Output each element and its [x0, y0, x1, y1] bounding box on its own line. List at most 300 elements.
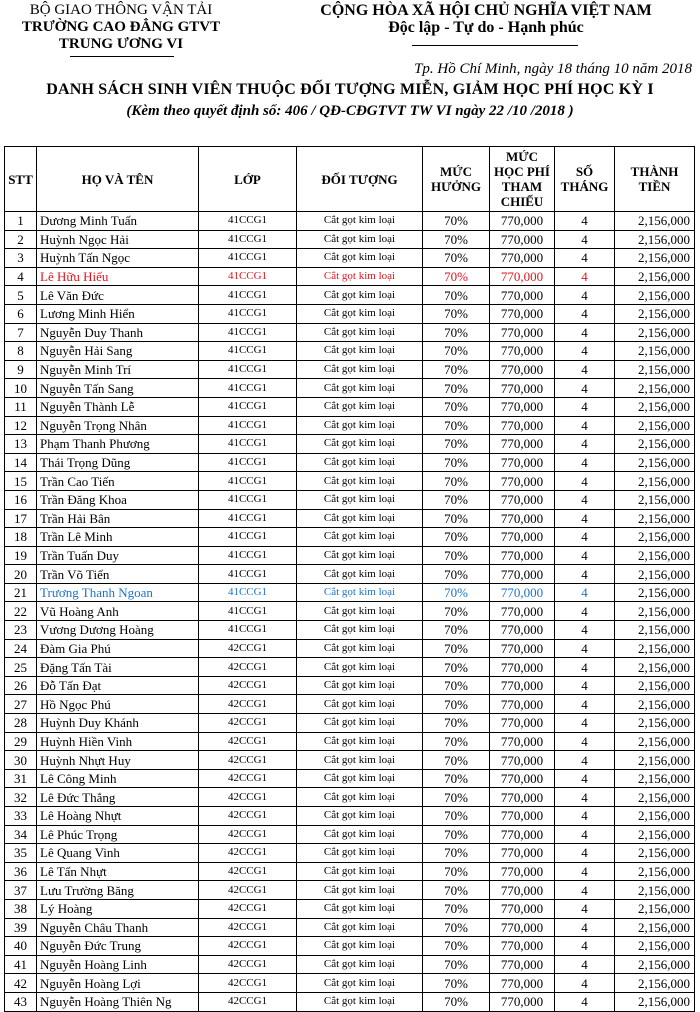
- cell-name: Hồ Ngọc Phú: [37, 695, 199, 714]
- cell-pct: 70%: [423, 509, 490, 528]
- cell-name: Trần Đăng Khoa: [37, 490, 199, 509]
- cell-months: 4: [555, 397, 615, 416]
- cell-stt: 20: [5, 565, 37, 584]
- table-row: [5, 602, 695, 621]
- cell-name: Huỳnh Duy Khánh: [37, 714, 199, 733]
- cell-months: 4: [555, 937, 615, 956]
- cell-object: Cắt gọt kim loại: [297, 472, 423, 491]
- cell-name: Lê Quang Vinh: [37, 844, 199, 863]
- cell-ref: 770,000: [490, 899, 555, 918]
- table-row: [5, 212, 695, 231]
- cell-total: 2,156,000: [615, 267, 695, 286]
- table-row: [5, 974, 695, 993]
- cell-ref: 770,000: [490, 788, 555, 807]
- cell-total: 2,156,000: [615, 472, 695, 491]
- cell-ref: 770,000: [490, 546, 555, 565]
- cell-ref: 770,000: [490, 602, 555, 621]
- cell-object: Cắt gọt kim loại: [297, 379, 423, 398]
- cell-months: 4: [555, 714, 615, 733]
- cell-total: 2,156,000: [615, 992, 695, 1011]
- cell-object: Cắt gọt kim loại: [297, 974, 423, 993]
- cell-class: 41CCG1: [199, 342, 297, 361]
- cell-pct: 70%: [423, 528, 490, 547]
- cell-class: 42CCG1: [199, 955, 297, 974]
- table-row: [5, 323, 695, 342]
- cell-name: Nguyễn Hải Sang: [37, 342, 199, 361]
- cell-class: 41CCG1: [199, 304, 297, 323]
- cell-name: Trần Võ Tiến: [37, 565, 199, 584]
- table-header-row: [5, 147, 695, 212]
- cell-class: 42CCG1: [199, 825, 297, 844]
- cell-object: Cắt gọt kim loại: [297, 844, 423, 863]
- cell-total: 2,156,000: [615, 899, 695, 918]
- cell-pct: 70%: [423, 807, 490, 826]
- cell-pct: 70%: [423, 472, 490, 491]
- table-row: [5, 676, 695, 695]
- table-row: [5, 955, 695, 974]
- cell-ref: 770,000: [490, 472, 555, 491]
- cell-months: 4: [555, 807, 615, 826]
- cell-object: Cắt gọt kim loại: [297, 249, 423, 268]
- cell-name: Đỗ Tấn Đạt: [37, 676, 199, 695]
- table-row: [5, 825, 695, 844]
- cell-stt: 27: [5, 695, 37, 714]
- cell-class: 41CCG1: [199, 286, 297, 305]
- cell-name: Đặng Tấn Tài: [37, 658, 199, 677]
- table-row: [5, 658, 695, 677]
- cell-total: 2,156,000: [615, 565, 695, 584]
- cell-total: 2,156,000: [615, 416, 695, 435]
- cell-ref: 770,000: [490, 416, 555, 435]
- cell-pct: 70%: [423, 955, 490, 974]
- cell-total: 2,156,000: [615, 342, 695, 361]
- table-row: [5, 732, 695, 751]
- cell-name: Trần Hải Bân: [37, 509, 199, 528]
- cell-months: 4: [555, 918, 615, 937]
- cell-stt: 24: [5, 639, 37, 658]
- cell-stt: 35: [5, 844, 37, 863]
- cell-object: Cắt gọt kim loại: [297, 509, 423, 528]
- cell-stt: 5: [5, 286, 37, 305]
- cell-stt: 33: [5, 807, 37, 826]
- cell-name: Nguyễn Tấn Sang: [37, 379, 199, 398]
- national-motto: Độc lập - Tự do - Hạnh phúc: [388, 19, 584, 36]
- cell-stt: 10: [5, 379, 37, 398]
- cell-months: 4: [555, 769, 615, 788]
- cell-name: Lê Văn Đức: [37, 286, 199, 305]
- cell-ref: 770,000: [490, 435, 555, 454]
- cell-total: 2,156,000: [615, 304, 695, 323]
- cell-ref: 770,000: [490, 528, 555, 547]
- cell-months: 4: [555, 788, 615, 807]
- table-row: [5, 565, 695, 584]
- cell-object: Cắt gọt kim loại: [297, 453, 423, 472]
- cell-ref: 770,000: [490, 676, 555, 695]
- cell-ref: 770,000: [490, 323, 555, 342]
- national-header: [278, 2, 694, 36]
- cell-ref: 770,000: [490, 397, 555, 416]
- cell-class: 42CCG1: [199, 918, 297, 937]
- table-row: [5, 528, 695, 547]
- col-header-object: ĐỐI TƯỢNG: [297, 147, 423, 212]
- cell-object: Cắt gọt kim loại: [297, 695, 423, 714]
- cell-ref: 770,000: [490, 490, 555, 509]
- cell-ref: 770,000: [490, 286, 555, 305]
- cell-class: 41CCG1: [199, 360, 297, 379]
- cell-object: Cắt gọt kim loại: [297, 751, 423, 770]
- cell-class: 41CCG1: [199, 583, 297, 602]
- table-row: [5, 472, 695, 491]
- cell-object: Cắt gọt kim loại: [297, 639, 423, 658]
- cell-class: 41CCG1: [199, 602, 297, 621]
- cell-ref: 770,000: [490, 360, 555, 379]
- cell-name: Nguyễn Hoàng Linh: [37, 955, 199, 974]
- cell-name: Thái Trọng Dũng: [37, 453, 199, 472]
- cell-months: 4: [555, 974, 615, 993]
- cell-pct: 70%: [423, 676, 490, 695]
- cell-stt: 17: [5, 509, 37, 528]
- cell-stt: 26: [5, 676, 37, 695]
- cell-object: Cắt gọt kim loại: [297, 546, 423, 565]
- table-row: [5, 453, 695, 472]
- cell-name: Nguyễn Trọng Nhân: [37, 416, 199, 435]
- document-subtitle: (Kèm theo quyết định số: 406 / QĐ-CĐGTVT TW VI ngày 22 /10 /2018 ): [126, 103, 574, 119]
- cell-stt: 39: [5, 918, 37, 937]
- table-row: [5, 546, 695, 565]
- cell-name: Nguyễn Hoàng Thiên Ng: [37, 992, 199, 1011]
- cell-months: 4: [555, 676, 615, 695]
- cell-name: Lê Công Minh: [37, 769, 199, 788]
- cell-stt: 18: [5, 528, 37, 547]
- cell-months: 4: [555, 453, 615, 472]
- cell-stt: 3: [5, 249, 37, 268]
- cell-pct: 70%: [423, 360, 490, 379]
- cell-months: 4: [555, 881, 615, 900]
- cell-ref: 770,000: [490, 751, 555, 770]
- cell-total: 2,156,000: [615, 658, 695, 677]
- cell-name: Lê Phúc Trọng: [37, 825, 199, 844]
- col-header-pct: MỨC HƯỞNG: [423, 147, 490, 212]
- cell-object: Cắt gọt kim loại: [297, 528, 423, 547]
- cell-stt: 6: [5, 304, 37, 323]
- cell-object: Cắt gọt kim loại: [297, 714, 423, 733]
- table-row: [5, 621, 695, 640]
- cell-total: 2,156,000: [615, 621, 695, 640]
- cell-class: 41CCG1: [199, 546, 297, 565]
- cell-class: 41CCG1: [199, 453, 297, 472]
- cell-pct: 70%: [423, 621, 490, 640]
- cell-ref: 770,000: [490, 565, 555, 584]
- cell-pct: 70%: [423, 397, 490, 416]
- cell-months: 4: [555, 342, 615, 361]
- cell-total: 2,156,000: [615, 490, 695, 509]
- cell-total: 2,156,000: [615, 844, 695, 863]
- cell-months: 4: [555, 899, 615, 918]
- cell-name: Nguyễn Thành Lễ: [37, 397, 199, 416]
- cell-pct: 70%: [423, 602, 490, 621]
- table-row: [5, 397, 695, 416]
- cell-total: 2,156,000: [615, 825, 695, 844]
- cell-object: Cắt gọt kim loại: [297, 230, 423, 249]
- table-row: [5, 509, 695, 528]
- cell-pct: 70%: [423, 490, 490, 509]
- cell-stt: 43: [5, 992, 37, 1011]
- cell-total: 2,156,000: [615, 397, 695, 416]
- cell-stt: 25: [5, 658, 37, 677]
- cell-object: Cắt gọt kim loại: [297, 862, 423, 881]
- cell-class: 42CCG1: [199, 658, 297, 677]
- cell-object: Cắt gọt kim loại: [297, 992, 423, 1011]
- cell-object: Cắt gọt kim loại: [297, 602, 423, 621]
- cell-stt: 1: [5, 212, 37, 231]
- cell-months: 4: [555, 658, 615, 677]
- cell-stt: 37: [5, 881, 37, 900]
- cell-total: 2,156,000: [615, 323, 695, 342]
- cell-stt: 30: [5, 751, 37, 770]
- cell-ref: 770,000: [490, 862, 555, 881]
- cell-name: Huỳnh Hiền Vinh: [37, 732, 199, 751]
- table-row: [5, 230, 695, 249]
- cell-name: Nguyễn Hoàng Lợi: [37, 974, 199, 993]
- cell-ref: 770,000: [490, 304, 555, 323]
- cell-stt: 36: [5, 862, 37, 881]
- cell-class: 41CCG1: [199, 323, 297, 342]
- table-row: [5, 937, 695, 956]
- cell-months: 4: [555, 528, 615, 547]
- cell-total: 2,156,000: [615, 286, 695, 305]
- table-row: [5, 751, 695, 770]
- cell-pct: 70%: [423, 769, 490, 788]
- cell-months: 4: [555, 249, 615, 268]
- cell-months: 4: [555, 825, 615, 844]
- cell-total: 2,156,000: [615, 769, 695, 788]
- cell-name: Nguyễn Châu Thanh: [37, 918, 199, 937]
- table-row: [5, 435, 695, 454]
- cell-months: 4: [555, 621, 615, 640]
- cell-stt: 11: [5, 397, 37, 416]
- cell-pct: 70%: [423, 918, 490, 937]
- table-row: [5, 360, 695, 379]
- table-row: [5, 267, 695, 286]
- cell-object: Cắt gọt kim loại: [297, 565, 423, 584]
- cell-months: 4: [555, 304, 615, 323]
- cell-name: Trương Thanh Ngoan: [37, 583, 199, 602]
- cell-stt: 38: [5, 899, 37, 918]
- cell-total: 2,156,000: [615, 881, 695, 900]
- cell-ref: 770,000: [490, 230, 555, 249]
- cell-name: Đàm Gia Phú: [37, 639, 199, 658]
- cell-object: Cắt gọt kim loại: [297, 899, 423, 918]
- table-row: [5, 862, 695, 881]
- cell-class: 42CCG1: [199, 844, 297, 863]
- cell-class: 42CCG1: [199, 862, 297, 881]
- cell-total: 2,156,000: [615, 788, 695, 807]
- cell-object: Cắt gọt kim loại: [297, 937, 423, 956]
- cell-object: Cắt gọt kim loại: [297, 732, 423, 751]
- cell-ref: 770,000: [490, 639, 555, 658]
- table-row: [5, 695, 695, 714]
- cell-months: 4: [555, 267, 615, 286]
- cell-ref: 770,000: [490, 937, 555, 956]
- cell-pct: 70%: [423, 546, 490, 565]
- cell-class: 41CCG1: [199, 528, 297, 547]
- cell-months: 4: [555, 751, 615, 770]
- cell-object: Cắt gọt kim loại: [297, 955, 423, 974]
- col-header-total: THÀNH TIỀN: [615, 147, 695, 212]
- cell-stt: 41: [5, 955, 37, 974]
- table-row: [5, 286, 695, 305]
- cell-name: Lê Hoàng Nhựt: [37, 807, 199, 826]
- cell-name: Nguyễn Đức Trung: [37, 937, 199, 956]
- cell-months: 4: [555, 639, 615, 658]
- table-row: [5, 583, 695, 602]
- cell-total: 2,156,000: [615, 639, 695, 658]
- cell-months: 4: [555, 212, 615, 231]
- cell-pct: 70%: [423, 714, 490, 733]
- col-header-stt: STT: [5, 147, 37, 212]
- cell-months: 4: [555, 602, 615, 621]
- cell-class: 41CCG1: [199, 565, 297, 584]
- document-title: DANH SÁCH SINH VIÊN THUỘC ĐỐI TƯỢNG MIỄN, GIẢM HỌC PHÍ HỌC KỲ I: [46, 81, 654, 98]
- cell-ref: 770,000: [490, 732, 555, 751]
- cell-stt: 31: [5, 769, 37, 788]
- cell-pct: 70%: [423, 267, 490, 286]
- cell-total: 2,156,000: [615, 528, 695, 547]
- cell-stt: 16: [5, 490, 37, 509]
- cell-total: 2,156,000: [615, 751, 695, 770]
- cell-class: 42CCG1: [199, 769, 297, 788]
- cell-stt: 8: [5, 342, 37, 361]
- cell-class: 42CCG1: [199, 807, 297, 826]
- cell-months: 4: [555, 490, 615, 509]
- cell-pct: 70%: [423, 304, 490, 323]
- cell-total: 2,156,000: [615, 676, 695, 695]
- cell-stt: 23: [5, 621, 37, 640]
- table-row: [5, 769, 695, 788]
- cell-months: 4: [555, 435, 615, 454]
- cell-name: Lưu Trường Băng: [37, 881, 199, 900]
- cell-object: Cắt gọt kim loại: [297, 881, 423, 900]
- cell-pct: 70%: [423, 658, 490, 677]
- cell-class: 42CCG1: [199, 974, 297, 993]
- table-row: [5, 416, 695, 435]
- cell-ref: 770,000: [490, 844, 555, 863]
- cell-pct: 70%: [423, 583, 490, 602]
- cell-object: Cắt gọt kim loại: [297, 676, 423, 695]
- col-header-name: HỌ VÀ TÊN: [37, 147, 199, 212]
- cell-ref: 770,000: [490, 379, 555, 398]
- cell-object: Cắt gọt kim loại: [297, 212, 423, 231]
- cell-pct: 70%: [423, 974, 490, 993]
- cell-object: Cắt gọt kim loại: [297, 360, 423, 379]
- cell-stt: 29: [5, 732, 37, 751]
- cell-ref: 770,000: [490, 249, 555, 268]
- table-row: [5, 342, 695, 361]
- cell-class: 41CCG1: [199, 397, 297, 416]
- cell-object: Cắt gọt kim loại: [297, 435, 423, 454]
- cell-name: Lý Hoàng: [37, 899, 199, 918]
- cell-object: Cắt gọt kim loại: [297, 621, 423, 640]
- cell-pct: 70%: [423, 992, 490, 1011]
- col-header-class: LỚP: [199, 147, 297, 212]
- table-row: [5, 992, 695, 1011]
- cell-stt: 9: [5, 360, 37, 379]
- cell-name: Huỳnh Nhựt Huy: [37, 751, 199, 770]
- cell-stt: 28: [5, 714, 37, 733]
- cell-name: Trần Tuấn Duy: [37, 546, 199, 565]
- cell-months: 4: [555, 230, 615, 249]
- table-row: [5, 918, 695, 937]
- cell-total: 2,156,000: [615, 360, 695, 379]
- cell-class: 42CCG1: [199, 714, 297, 733]
- date-line: Tp. Hồ Chí Minh, ngày 18 tháng 10 năm 2018: [414, 61, 692, 77]
- cell-name: Vương Dương Hoàng: [37, 621, 199, 640]
- cell-months: 4: [555, 862, 615, 881]
- cell-pct: 70%: [423, 751, 490, 770]
- cell-object: Cắt gọt kim loại: [297, 825, 423, 844]
- cell-total: 2,156,000: [615, 249, 695, 268]
- table-row: [5, 788, 695, 807]
- cell-class: 42CCG1: [199, 676, 297, 695]
- cell-total: 2,156,000: [615, 918, 695, 937]
- cell-stt: 22: [5, 602, 37, 621]
- cell-class: 42CCG1: [199, 992, 297, 1011]
- cell-ref: 770,000: [490, 714, 555, 733]
- cell-total: 2,156,000: [615, 695, 695, 714]
- cell-pct: 70%: [423, 788, 490, 807]
- cell-name: Phạm Thanh Phương: [37, 435, 199, 454]
- cell-months: 4: [555, 732, 615, 751]
- cell-stt: 34: [5, 825, 37, 844]
- cell-object: Cắt gọt kim loại: [297, 490, 423, 509]
- cell-class: 41CCG1: [199, 212, 297, 231]
- cell-pct: 70%: [423, 342, 490, 361]
- cell-ref: 770,000: [490, 658, 555, 677]
- cell-ref: 770,000: [490, 509, 555, 528]
- cell-pct: 70%: [423, 825, 490, 844]
- table-row: [5, 304, 695, 323]
- country-name: CỘNG HÒA XÃ HỘI CHỦ NGHĨA VIỆT NAM: [320, 2, 652, 19]
- cell-pct: 70%: [423, 695, 490, 714]
- cell-ref: 770,000: [490, 212, 555, 231]
- cell-class: 41CCG1: [199, 249, 297, 268]
- school-name-line2: TRUNG ƯƠNG VI: [58, 36, 184, 52]
- cell-object: Cắt gọt kim loại: [297, 658, 423, 677]
- cell-pct: 70%: [423, 286, 490, 305]
- cell-stt: 32: [5, 788, 37, 807]
- cell-months: 4: [555, 323, 615, 342]
- cell-name: Lê Đức Thắng: [37, 788, 199, 807]
- cell-object: Cắt gọt kim loại: [297, 788, 423, 807]
- cell-pct: 70%: [423, 844, 490, 863]
- cell-stt: 13: [5, 435, 37, 454]
- cell-ref: 770,000: [490, 695, 555, 714]
- cell-ref: 770,000: [490, 881, 555, 900]
- cell-total: 2,156,000: [615, 714, 695, 733]
- cell-ref: 770,000: [490, 769, 555, 788]
- cell-name: Dương Minh Tuấn: [37, 212, 199, 231]
- cell-total: 2,156,000: [615, 212, 695, 231]
- cell-ref: 770,000: [490, 342, 555, 361]
- cell-pct: 70%: [423, 937, 490, 956]
- cell-total: 2,156,000: [615, 807, 695, 826]
- cell-name: Huỳnh Ngọc Hải: [37, 230, 199, 249]
- cell-object: Cắt gọt kim loại: [297, 583, 423, 602]
- cell-ref: 770,000: [490, 621, 555, 640]
- student-table: [4, 146, 695, 1012]
- cell-stt: 12: [5, 416, 37, 435]
- cell-object: Cắt gọt kim loại: [297, 397, 423, 416]
